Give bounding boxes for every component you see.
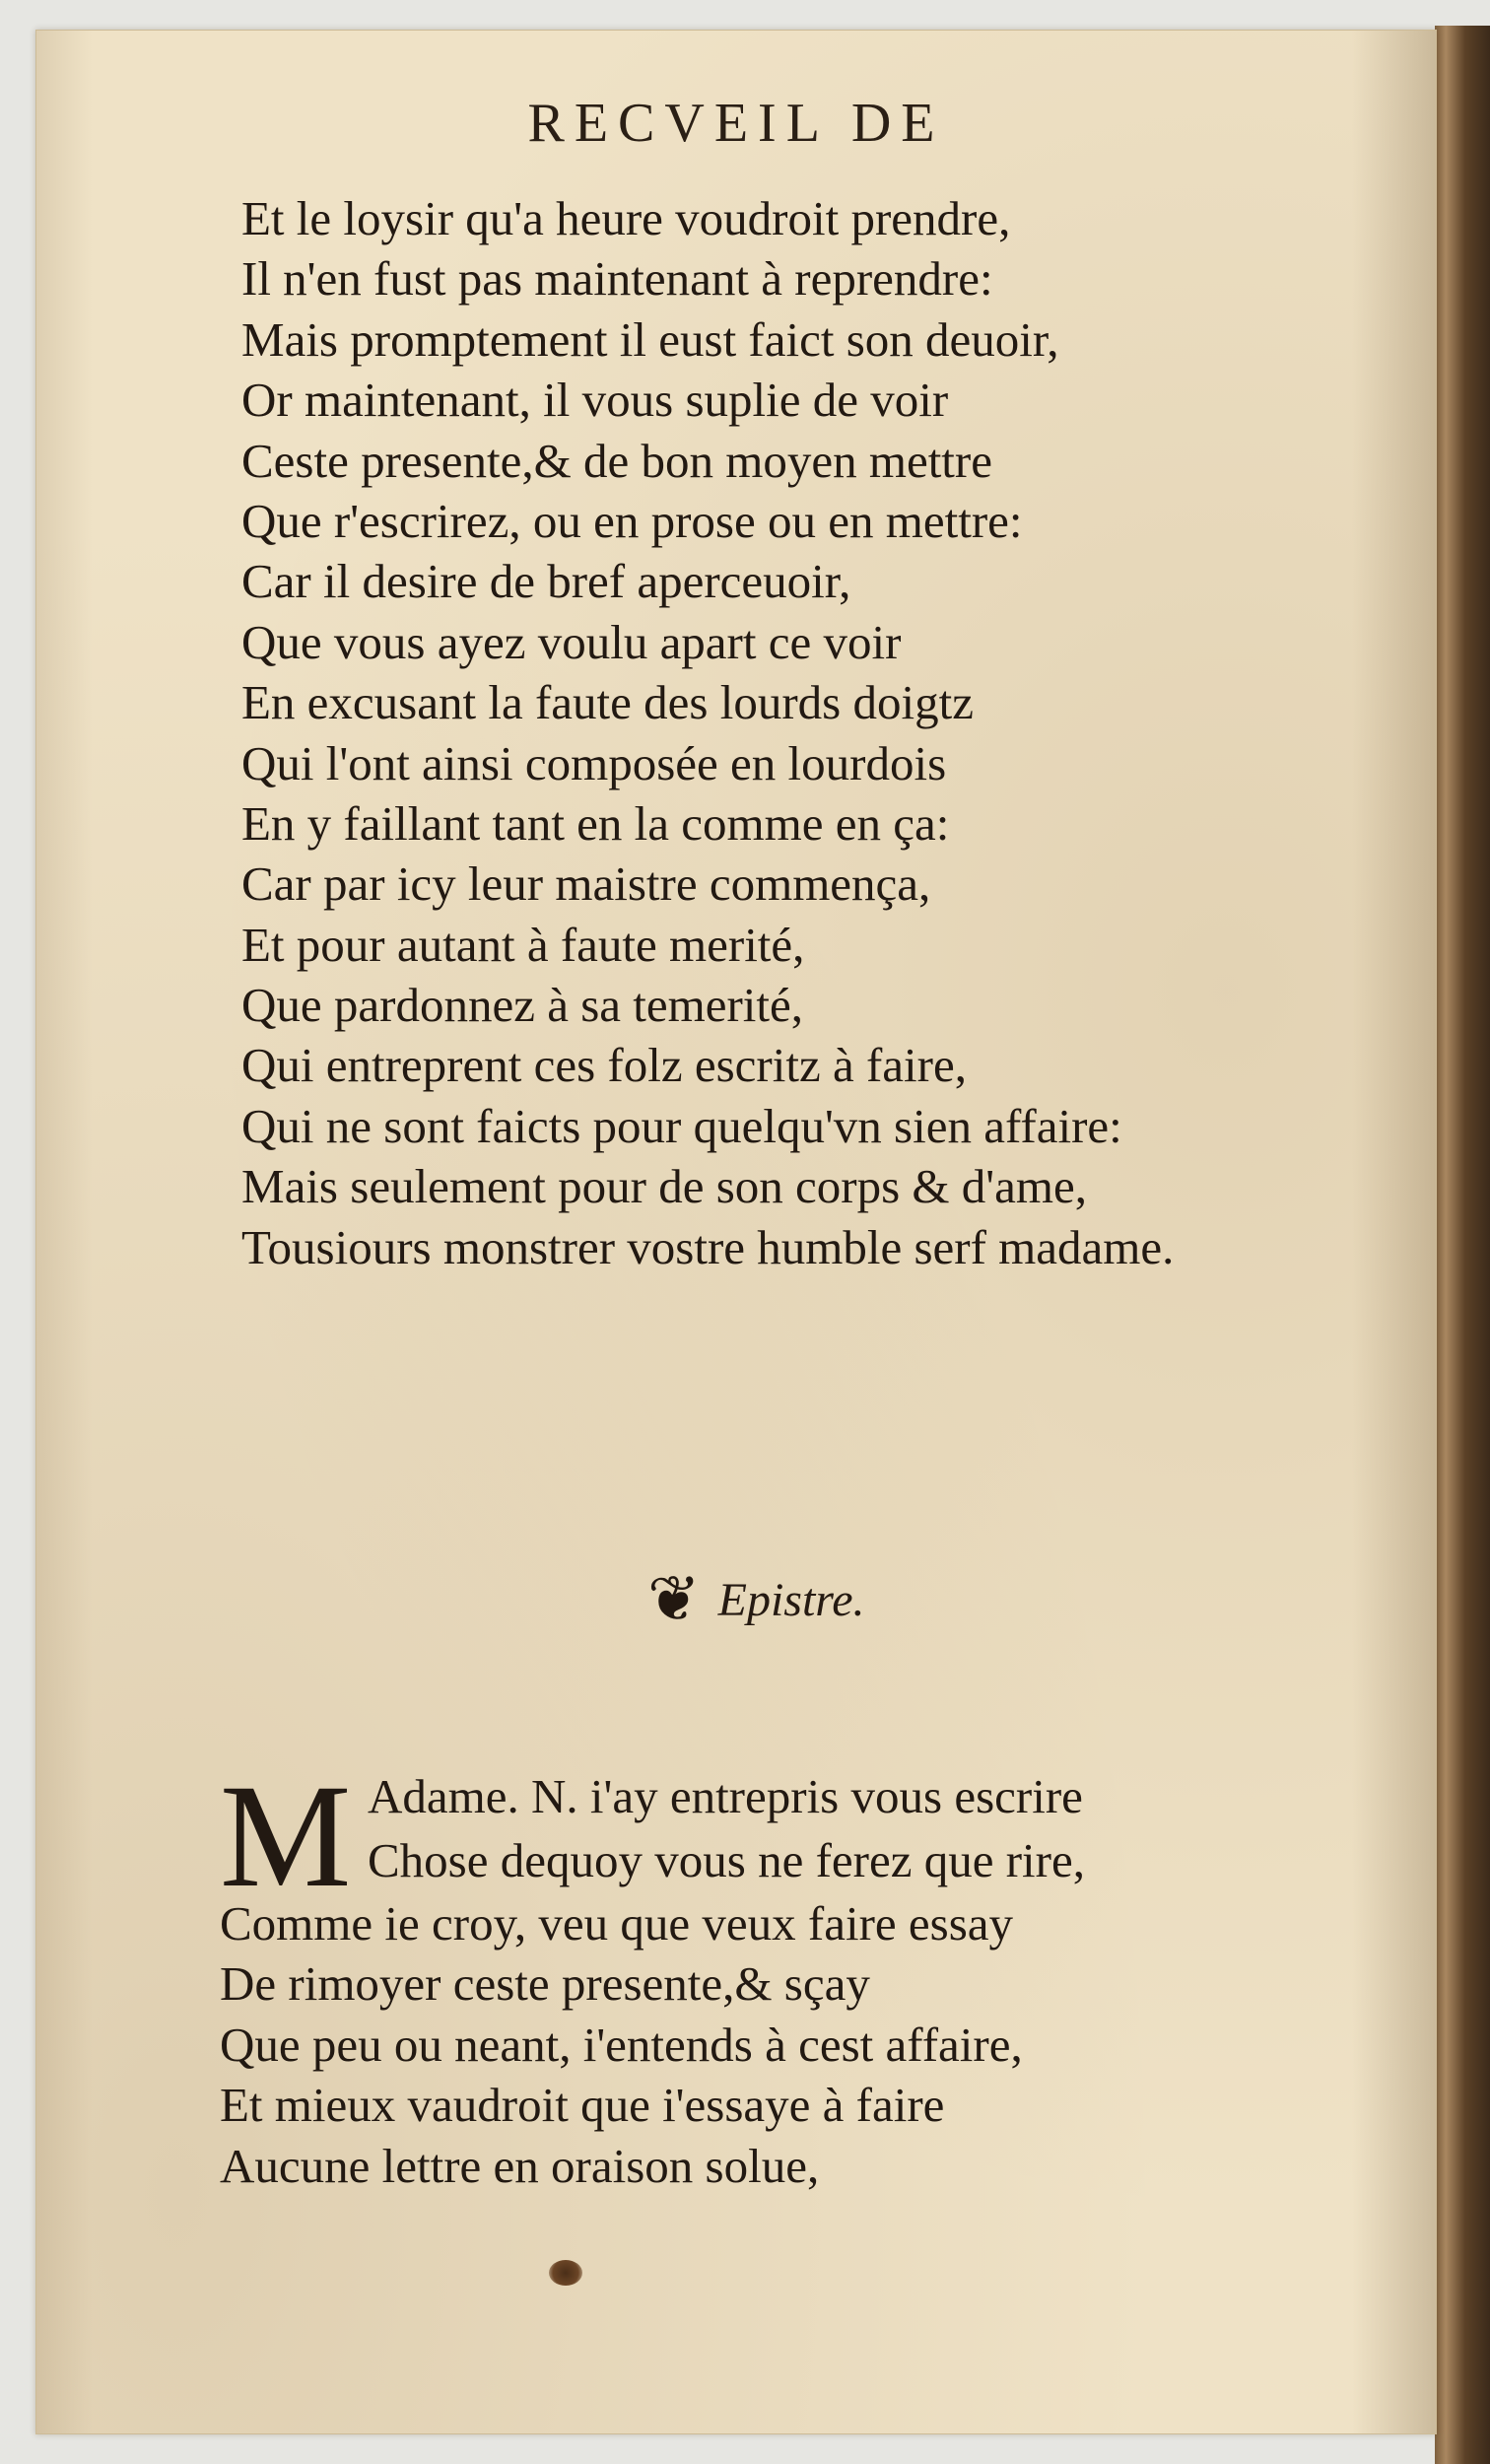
drop-cap: M [220, 1754, 352, 1918]
verse-line: Et le loysir qu'a heure voudroit prendre, [241, 191, 1011, 245]
section-title: Epistre. [717, 1573, 865, 1626]
ink-stain [549, 2260, 582, 2286]
verse-line: En excusant la faute des lourds doigtz [241, 675, 974, 730]
verse-line: Et pour autant à faute merité, [241, 917, 805, 972]
verse-line: Que vous ayez voulu apart ce voir [241, 614, 902, 669]
verse-line: Que r'escrirez, ou en prose ou en mettre: [241, 493, 1023, 548]
verse-line: Comme ie croy, veu que veux faire essay [220, 1896, 1014, 1951]
verse-line: Que pardonnez à sa temerité, [241, 978, 804, 1033]
verse-block [241, 188, 1444, 1277]
verse-line: Mais seulement pour de son corps & d'ame, [241, 1159, 1087, 1214]
verse-line: Il n'en fust pas maintenant à reprendre: [241, 251, 993, 307]
verse-line: Car il desire de bref aperceuoir, [241, 554, 851, 609]
verse-line: Aucune lettre en oraison solue, [220, 2138, 820, 2193]
fleuron-icon: ❦ [647, 1564, 701, 1634]
verse-line: Que peu ou neant, i'entends à cest affaire, [220, 2017, 1023, 2072]
verse-line: Et mieux vaudroit que i'essaye à faire [220, 2078, 945, 2133]
epistre-block [220, 1754, 1432, 2195]
verse-line: Or maintenant, il vous suplie de voir [241, 373, 949, 428]
verse-line: Tousiours monstrer vostre humble serf madame. [241, 1219, 1175, 1274]
verse-line: Mais promptement il eust faict son deuoir, [241, 311, 1059, 367]
verse-line: Qui entreprent ces folz escritz à faire, [241, 1038, 967, 1093]
verse-line [220, 1829, 1432, 1893]
section-heading [647, 1563, 865, 1636]
book-page [35, 30, 1437, 2434]
verse-line-text: Chose dequoy vous ne ferez que rire, [368, 1832, 1085, 1887]
verse-line: Qui l'ont ainsi composée en lourdois [241, 735, 947, 790]
verse-line: Ceste presente,& de bon moyen mettre [241, 433, 992, 488]
verse-line: En y faillant tant en la comme en ça: [241, 795, 950, 851]
verse-line: Qui ne sont faicts pour quelqu'vn sien affaire: [241, 1098, 1122, 1153]
verse-line-text: Adame. N. i'ay entrepris vous escrire [368, 1769, 1083, 1823]
verse-line: Car par icy leur maistre commença, [241, 856, 931, 912]
running-head: RECVEIL DE [527, 93, 945, 154]
verse-line: De rimoyer ceste presente,& sçay [220, 1956, 870, 2012]
